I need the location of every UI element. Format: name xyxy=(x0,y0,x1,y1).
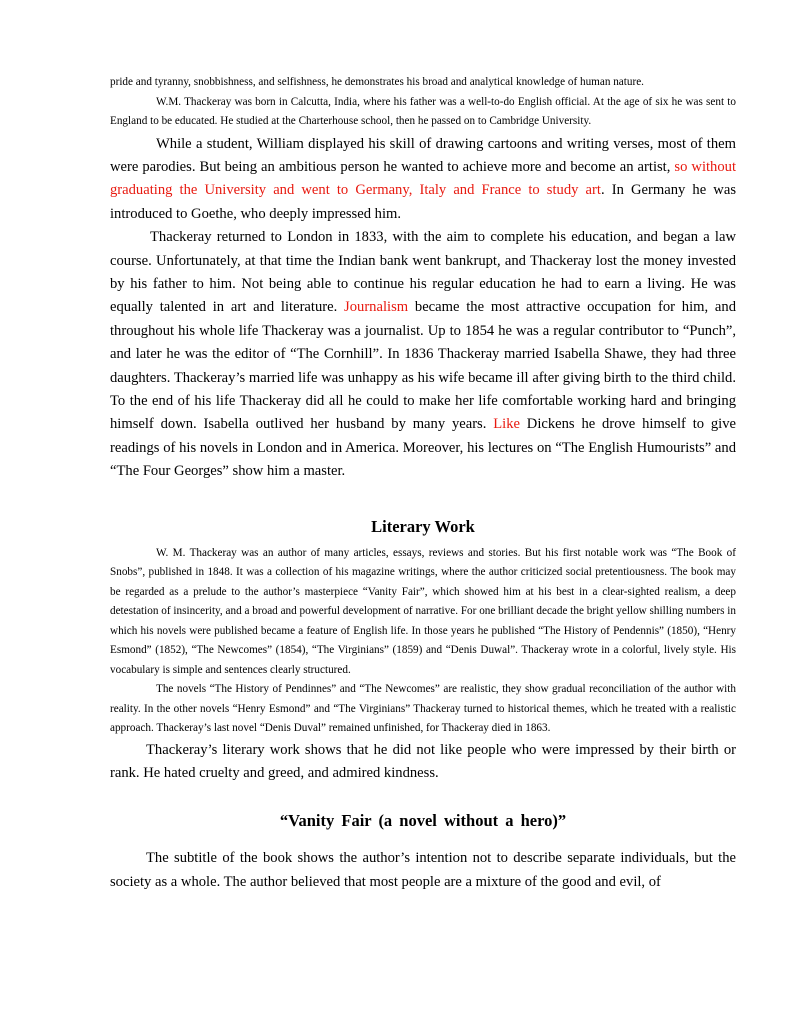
bio-paragraph-4 xyxy=(110,226,736,483)
bio-p4-text-b: became the most attractive occupation for him, and throughout his whole life Thackeray was a journalist. Up to 1854 he was a regular contributor to “Punch”, and later he was the editor of “The Cornhill”. In 1836 Thackeray married Isabella Shawe, they had three daughters. Thackeray’s married life was unhappy as his wife became ill after giving birth to the third child. To the end of his life Thackeray did all he could to make her life comfortable working hard and bringing himself down. Isabella outlived her husband by many years. xyxy=(110,299,736,433)
vanity-fair-paragraph-1: The subtitle of the book shows the author’s intention not to describe separate individuals, but the society as a whole. The author believed that most people are a mixture of the good and evil, of xyxy=(110,850,736,890)
literary-paragraph-1: W. M. Thackeray was an author of many articles, essays, reviews and stories. But his first notable work was “The Book of Snobs”, published in 1848. It was a collection of his magazine writings, where the author criticized social pretentiousness. The book may be regarded as a prelude to the author’s masterpiece “Vanity Fair”, which showed him at his best in a clear-sighted realism, a deep detestation of insincerity, and a broad and powerful development of narrative. For one brilliant decade the bright yellow shilling numbers in which his novels were published became a feature of English life. In those years he published “The History of Pendennis” (1850), “Henry Esmond” (1852), “The Newcomes” (1854), “The Virginians” (1859) and “Denis Duwal”. Thackeray wrote in a colorful, lively style. His vocabulary is simple and sentences clearly structured. xyxy=(110,546,736,676)
bio-p3-highlight: so without graduating the University and went to Germany, Italy and France to study art xyxy=(110,158,736,199)
bio-p4-highlight-like: Like xyxy=(493,416,520,433)
bio-paragraph-1: pride and tyranny, snobbishness, and selfishness, he demonstrates his broad and analytical knowledge of human nature. xyxy=(110,76,644,88)
bio-p4-text-a: Thackeray returned to London in 1833, with the aim to complete his education, and began a law course. Unfortunately, at that time the Indian bank went bankrupt, and Thackeray lost the money invested by his father to him. Not being able to continue his regular education he had to earn a living. He was equally talented in art and literature. xyxy=(110,229,736,316)
bio-p4-highlight-journalism: Journalism xyxy=(344,299,409,316)
literary-work-heading: Literary Work xyxy=(371,516,475,536)
bio-p3-text-a: While a student, William displayed his skill of drawing cartoons and writing verses, most of them were parodies. But being an ambitious person he wanted to achieve more and become an artist, xyxy=(110,135,736,175)
vanity-fair-heading: “Vanity Fair (a novel without a hero)” xyxy=(279,811,567,831)
bio-paragraph-3 xyxy=(110,133,736,227)
bio-p4-text-c: Dickens he drove himself to give readings of his novels in London and in America. Moreover, his lectures on “The English Humourists” and “The Four Georges” show him a master. xyxy=(110,416,736,480)
literary-paragraph-3: Thackeray’s literary work shows that he did not like people who were impressed by their birth or rank. He hated cruelty and greed, and admired kindness. xyxy=(110,741,736,781)
bio-paragraph-2: W.M. Thackeray was born in Calcutta, India, where his father was a well-to-do English official. At the age of six he was sent to England to be educated. He studied at the Charterhouse school, then he passed on to Cambridge University. xyxy=(110,95,736,127)
bio-p3-text-b: . In Germany he was introduced to Goethe, who deeply impressed him. xyxy=(110,182,737,222)
page-content xyxy=(110,73,736,894)
literary-paragraph-2: The novels “The History of Pendinnes” and “The Newcomes” are realistic, they show gradual reconciliation of the author with reality. In the other novels “Henry Esmond” and “The Virginians” Thackeray turned to historical themes, which he treated with a realistic approach. Thackeray’s last novel “Denis Duval” remained unfinished, for Thackeray died in 1863. xyxy=(110,683,736,735)
